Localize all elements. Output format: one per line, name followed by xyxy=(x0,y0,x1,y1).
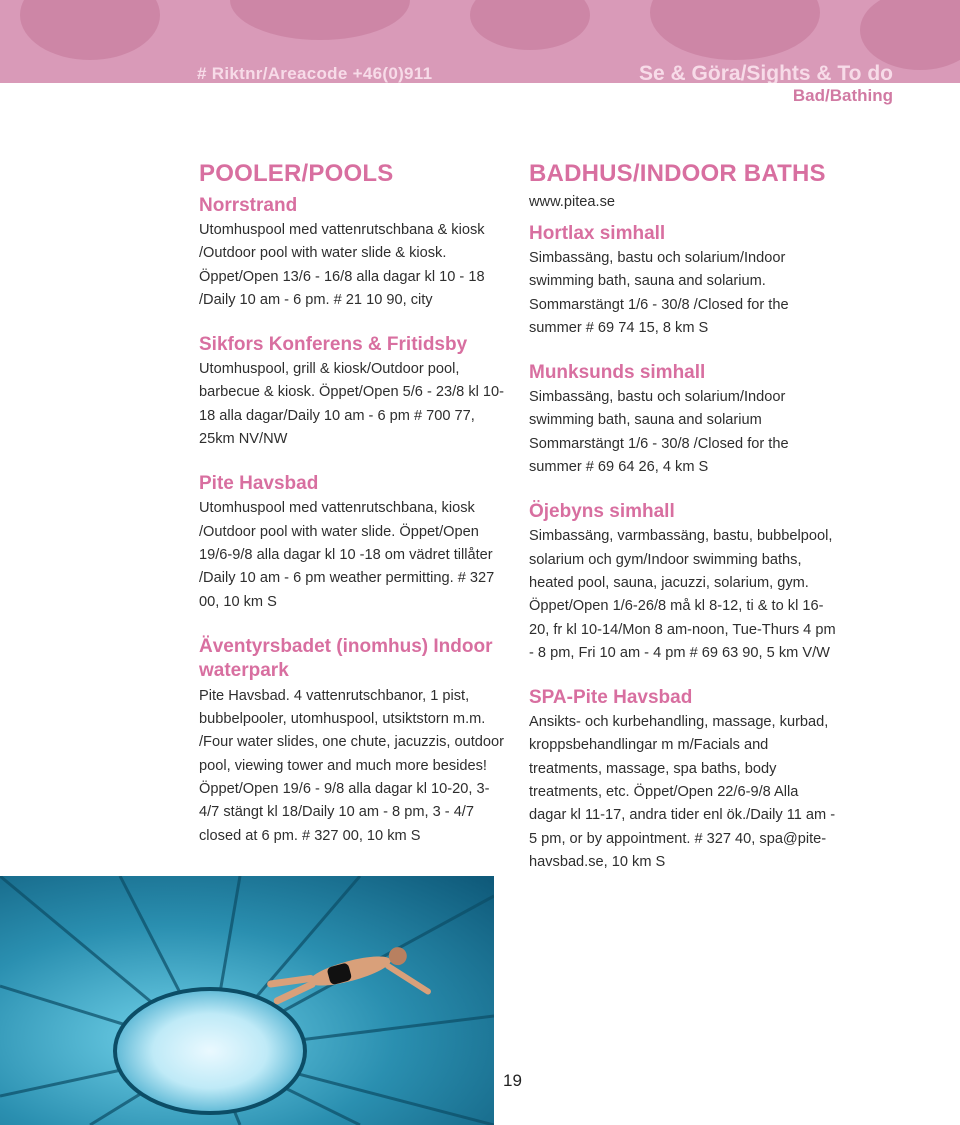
bath-name: SPA-Pite Havsbad xyxy=(529,687,693,709)
subsection-heading: Bad/Bathing xyxy=(792,86,893,105)
bath-description: Simbassäng, bastu och solarium/Indoor swimming bath, sauna and solarium. Sommarstängt 1/6 - 30/8 /Closed for the summer # 69 74 15, 8 km S xyxy=(529,250,789,336)
pool-description: Pite Havsbad. 4 vattenrutschbanor, 1 pist, bubbelpooler, utomhuspool, utsiktstorn m.m. /Four water slides, one chute, jacuzzis, outdoor pool, viewing tower and much more besides! Öppet/Open 19/6 - 9/8 alla dagar kl 10-20, 3-4/7 stängt kl 18/Daily 10 am - 8 pm, 3 - 4/7 closed at 6 pm. # 327 00, 10 km S xyxy=(199,687,505,844)
banner-pattern xyxy=(860,0,960,70)
bath-entry xyxy=(529,686,839,874)
pool-illustration xyxy=(0,876,494,1125)
bath-description: Ansikts- och kurbehandling, massage, kurbad, kroppsbehandlingar m m/Facials and treatments, massage, spa baths, body treatments, etc. Öppet/Open 22/6-9/8 Alla dagar kl 11-17, andra tider enl ök./Daily 11 am - 5 pm, or by appointment. # 327 40, spa@pite-havsbad.se, 10 km S xyxy=(529,714,836,870)
header-banner xyxy=(0,0,960,83)
pool-description: Utomhuspool med vattenrutschbana & kiosk /Outdoor pool with water slide & kiosk. Öppet/Open 13/6 - 16/8 alla dagar kl 10 - 18 /Daily 10 am - 6 pm. # 21 10 90, city xyxy=(199,222,485,308)
pool-name: Pite Havsbad xyxy=(199,473,319,495)
pool-name: Norrstrand xyxy=(199,195,298,216)
bath-entry xyxy=(529,361,839,479)
pool-description: Utomhuspool med vattenrutschbana, kiosk /Outdoor pool with water slide. Öppet/Open 19/6-9/8 alla dagar kl 10 -18 om vädret tillåter /Daily 10 am - 6 pm weather permitting. # 327 00, 10 km S xyxy=(199,500,495,610)
banner-pattern xyxy=(230,0,410,40)
baths-column xyxy=(529,160,839,895)
bath-name: Hortlax simhall xyxy=(529,223,666,244)
pools-column xyxy=(199,160,509,869)
baths-title: BADHUS/INDOOR BATHS xyxy=(529,160,826,187)
pool-entry xyxy=(199,333,509,451)
page-number: 19 xyxy=(503,1071,522,1090)
pool-entry xyxy=(199,194,509,312)
bath-name: Öjebyns simhall xyxy=(529,501,675,523)
swimmer-photo xyxy=(0,876,494,1125)
banner-pattern xyxy=(470,0,590,50)
pool-name: Äventyrsbadet (inomhus) Indoor waterpark xyxy=(199,635,493,681)
bath-entry xyxy=(529,500,839,665)
pool-description: Utomhuspool, grill & kiosk/Outdoor pool, barbecue & kiosk. Öppet/Open 5/6 - 23/8 kl 10-18 alla dagar/Daily 10 am - 6 pm # 700 77, 25km NV/NW xyxy=(199,361,505,448)
pools-title: POOLER/POOLS xyxy=(199,160,394,187)
bath-description: Simbassäng, varmbassäng, bastu, bubbelpool, solarium och gym/Indoor swimming baths, heated pool, sauna, jacuzzi, solarium, gym. Öppet/Open 1/6-26/8 må kl 8-12, ti & to kl 16-20, fr kl 10-14/Mon 8 am-noon, Tue-Thurs 4 pm - 8 pm, Fri 10 am - 4 pm # 69 63 90, 5 km V/W xyxy=(529,528,836,661)
pool-entry xyxy=(199,472,509,613)
website-link[interactable]: www.pitea.se xyxy=(529,194,615,210)
pool-name: Sikfors Konferens & Fritidsby xyxy=(199,334,468,356)
pool-entry xyxy=(199,635,509,848)
banner-pattern xyxy=(20,0,160,60)
bath-description: Simbassäng, bastu och solarium/Indoor swimming bath, sauna and solarium Sommarstängt 1/6 - 30/8 /Closed for the summer # 69 64 26, 4 km S xyxy=(529,389,789,476)
area-code: # Riktnr/Areacode +46(0)911 xyxy=(197,64,433,83)
bath-entry xyxy=(529,222,839,340)
banner-pattern xyxy=(650,0,820,60)
section-heading: Se & Göra/Sights & To do xyxy=(639,62,893,83)
bath-name: Munksunds simhall xyxy=(529,362,706,384)
